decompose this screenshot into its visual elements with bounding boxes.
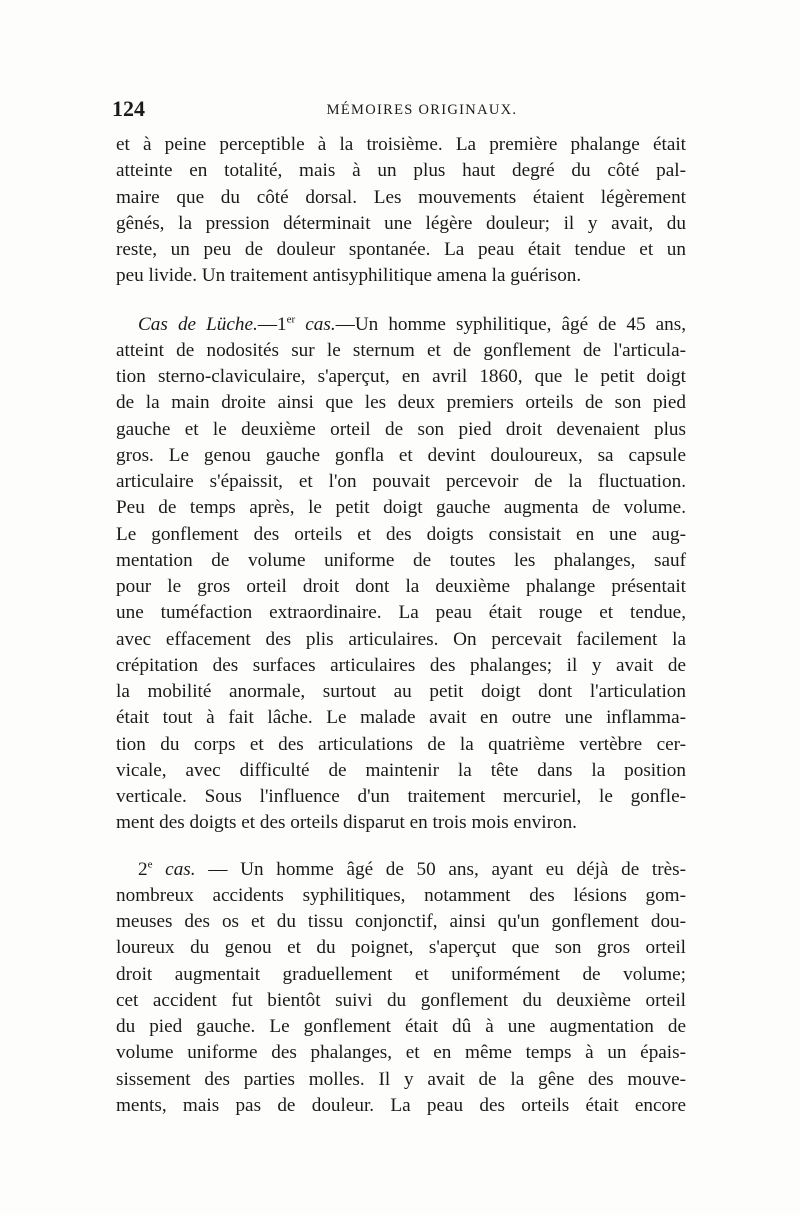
text-line: Peu de temps après, le petit doigt gauche augmenta de volume. (116, 497, 686, 519)
text-line: cet accident fut bientôt suivi du gonflement du deuxième orteil (116, 989, 686, 1011)
text-line: gauche et le deuxième orteil de son pied droit devenaient plus (116, 418, 686, 440)
text-line: pour le gros orteil droit dont la deuxième phalange présentait (116, 576, 686, 597)
text-line: maire que du côté dorsal. Les mouvements étaient légèrement (116, 186, 686, 208)
text-line: sissement des parties molles. Il y avait de la gêne des mouve- (116, 1068, 686, 1090)
text-line: volume uniforme des phalanges, et en même temps à un épais- (116, 1042, 686, 1064)
text-line-lead (116, 312, 686, 338)
case-ordinal: e (147, 858, 153, 871)
lead-rest: —Un homme syphilitique, âgé de 45 ans, (335, 313, 686, 335)
text-line: tion du corps et des articulations de la quatrième vertèbre cer- (116, 733, 686, 755)
text-line: reste, un peu de douleur spontanée. La peau était tendue et un (116, 239, 686, 260)
text-line: était tout à fait lâche. Le malade avait en outre une inflamma- (116, 707, 686, 729)
text-line: de la main droite ainsi que les deux premiers orteils de son pied (116, 392, 686, 414)
text-line: verticale. Sous l'influence d'un traitement mercuriel, le gonfle- (116, 786, 686, 807)
text-line: une tuméfaction extraordinaire. La peau était rouge et tendue, (116, 602, 686, 624)
text-line: ment des doigts et des orteils disparut en trois mois environ. (116, 812, 577, 834)
paragraph-spacer (116, 837, 686, 857)
body-text (116, 132, 686, 1119)
text-line: avec effacement des plis articulaires. On percevait facilement la (116, 628, 686, 650)
text-line: crépitation des surfaces articulaires des phalanges; il y avait de (116, 654, 686, 676)
text-line: vicale, avec difficulté de maintenir la tête dans la position (116, 759, 686, 781)
text-line: la mobilité anormale, surtout au petit doigt dont l'articulation (116, 681, 686, 702)
text-line: nombreux accidents syphilitiques, notamment des lésions gom- (116, 884, 686, 906)
text-line: mentation de volume uniforme de toutes les phalanges, sauf (116, 549, 686, 571)
text-line: meuses des os et du tissu conjonctif, ainsi qu'un gonflement dou- (116, 911, 686, 932)
page-number: 124 (112, 96, 145, 121)
text-line: Le gonflement des orteils et des doigts consistait en une aug- (116, 523, 686, 545)
paragraph-3 (116, 857, 686, 1120)
text-line: droit augmentait graduellement et uniformément de volume; (116, 963, 686, 985)
text-line: peu livide. Un traitement antisyphilitique amena la guérison. (116, 265, 582, 287)
case-word: cas. (165, 858, 196, 880)
paragraph-spacer (116, 290, 686, 312)
text-line: tion sterno-claviculaire, s'aperçut, en avril 1860, que le petit doigt (116, 366, 686, 387)
text-line: atteint de nodosités sur le sternum et de gonflement de l'articula- (116, 339, 686, 361)
page-header (112, 96, 692, 126)
case-number: 1 (277, 313, 287, 335)
lead-rest: — Un homme âgé de 50 ans, ayant eu déjà de très- (195, 858, 687, 880)
text-line: gênés, la pression déterminait une légère douleur; il y avait, du (116, 212, 686, 234)
case-ordinal: er (286, 313, 296, 326)
dash: — (257, 313, 278, 335)
paragraph-2 (116, 312, 686, 837)
case-word: cas. (305, 313, 336, 335)
text-line: ments, mais pas de douleur. La peau des orteils était encore (116, 1094, 686, 1116)
text-line: gros. Le genou gauche gonfla et devint douloureux, sa capsule (116, 444, 686, 466)
text-line: et à peine perceptible à la troisième. La première phalange était (116, 134, 686, 155)
text-line: atteinte en totalité, mais à un plus haut degré du côté pal- (116, 160, 686, 182)
paragraph-1 (116, 132, 686, 290)
text-line: loureux du genou et du poignet, s'aperçut que son gros orteil (116, 937, 686, 959)
running-title: MÉMOIRES ORIGINAUX. (326, 102, 518, 118)
case-number: 2 (138, 858, 148, 880)
text-line: du pied gauche. Le gonflement était dû à une augmentation de (116, 1016, 686, 1037)
case-author: Cas de Lüche. (138, 313, 258, 335)
text-line: articulaire s'épaissit, et l'on pouvait percevoir de la fluctuation. (116, 471, 686, 492)
text-line-lead (116, 857, 686, 883)
